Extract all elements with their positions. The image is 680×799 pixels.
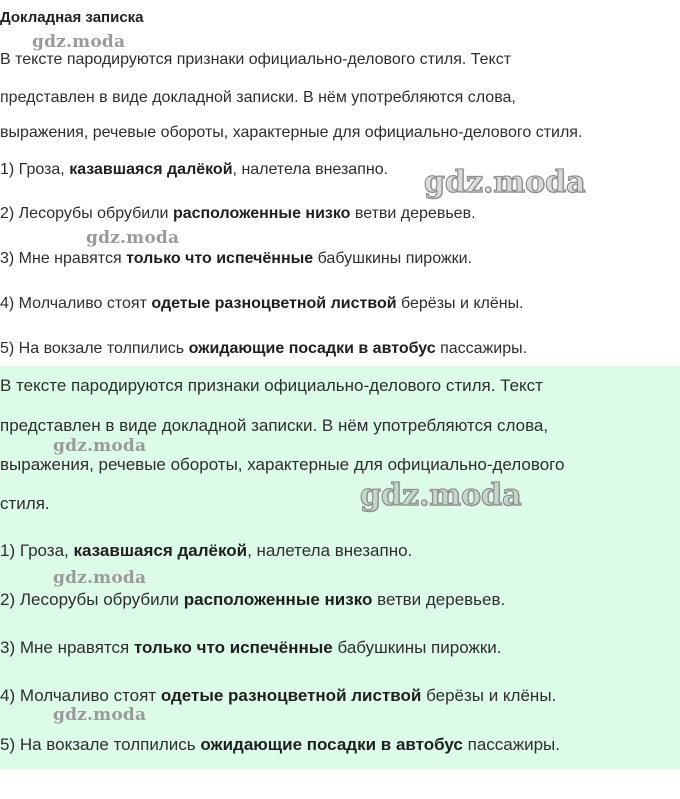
item-highlight: ожидающие посадки в автобус: [188, 340, 436, 357]
list-item: [0, 590, 505, 610]
list-item: [0, 638, 502, 658]
answer-intro-line-2: представлен в виде докладной записки. В нём употребляются слова,: [0, 416, 549, 435]
item-text: бабушкины пирожки.: [313, 250, 472, 267]
item-text: 2) Лесорубы обрубили: [0, 590, 184, 609]
answer-intro-line-4: стиля.: [0, 494, 50, 513]
item-text: , налетела внезапно.: [247, 541, 413, 560]
item-text: пассажиры.: [435, 340, 528, 357]
watermark: gdz.moda: [53, 705, 147, 725]
list-item: [0, 205, 476, 223]
item-text: ветви деревьев.: [350, 205, 476, 222]
watermark: gdz.moda: [53, 568, 147, 588]
watermark: gdz.moda: [32, 32, 126, 52]
watermark: gdz.moda: [360, 478, 522, 513]
watermark: gdz.moda: [86, 228, 180, 248]
list-item: [0, 735, 560, 755]
item-highlight: расположенные низко: [172, 205, 351, 222]
item-highlight: казавшаяся далёкой: [69, 161, 233, 178]
item-text: 4) Молчаливо стоят: [0, 295, 152, 312]
item-text: 4) Молчаливо стоят: [0, 686, 161, 705]
item-text: берёзы и клёны.: [421, 686, 557, 705]
item-text: , налетела внезапно.: [232, 161, 389, 178]
item-highlight: ожидающие посадки в автобус: [200, 735, 463, 754]
item-text: 3) Мне нравятся: [0, 250, 127, 267]
list-item: [0, 686, 556, 706]
answer-intro-line-3: выражения, речевые обороты, характерные для официально-делового: [0, 455, 565, 474]
item-text: пассажиры.: [462, 735, 560, 754]
item-text: берёзы и клёны.: [396, 295, 524, 312]
item-text: 1) Гроза,: [0, 541, 74, 560]
intro-line-2: представлен в виде докладной записки. В нём употребляются слова,: [0, 89, 516, 106]
list-item: [0, 295, 524, 313]
watermark: gdz.moda: [53, 436, 147, 456]
intro-line-1: В тексте пародируются признаки официально-делового стиля. Текст: [0, 51, 512, 68]
item-highlight: расположенные низко: [183, 590, 373, 609]
item-highlight: казавшаяся далёкой: [73, 541, 248, 560]
item-highlight: только что испечённые: [126, 250, 314, 267]
page-title: Докладная записка: [0, 9, 144, 26]
list-item: [0, 541, 412, 561]
item-text: 3) Мне нравятся: [0, 638, 134, 657]
answer-intro-line-1: В тексте пародируются признаки официально-делового стиля. Текст: [0, 376, 543, 395]
item-highlight: одетые разноцветной листвой: [151, 295, 397, 312]
item-text: 5) На вокзале толпились: [0, 340, 189, 357]
list-item: [0, 250, 472, 268]
item-text: ветви деревьев.: [372, 590, 506, 609]
item-highlight: только что испечённые: [133, 638, 333, 657]
intro-line-3: выражения, речевые обороты, характерные для официально-делового стиля.: [0, 124, 583, 141]
watermark: gdz.moda: [424, 165, 586, 200]
list-item: [0, 161, 388, 179]
item-text: бабушкины пирожки.: [332, 638, 502, 657]
list-item: [0, 340, 527, 358]
item-text: 2) Лесорубы обрубили: [0, 205, 173, 222]
item-text: 5) На вокзале толпились: [0, 735, 201, 754]
item-text: 1) Гроза,: [0, 161, 70, 178]
item-highlight: одетые разноцветной листвой: [160, 686, 422, 705]
